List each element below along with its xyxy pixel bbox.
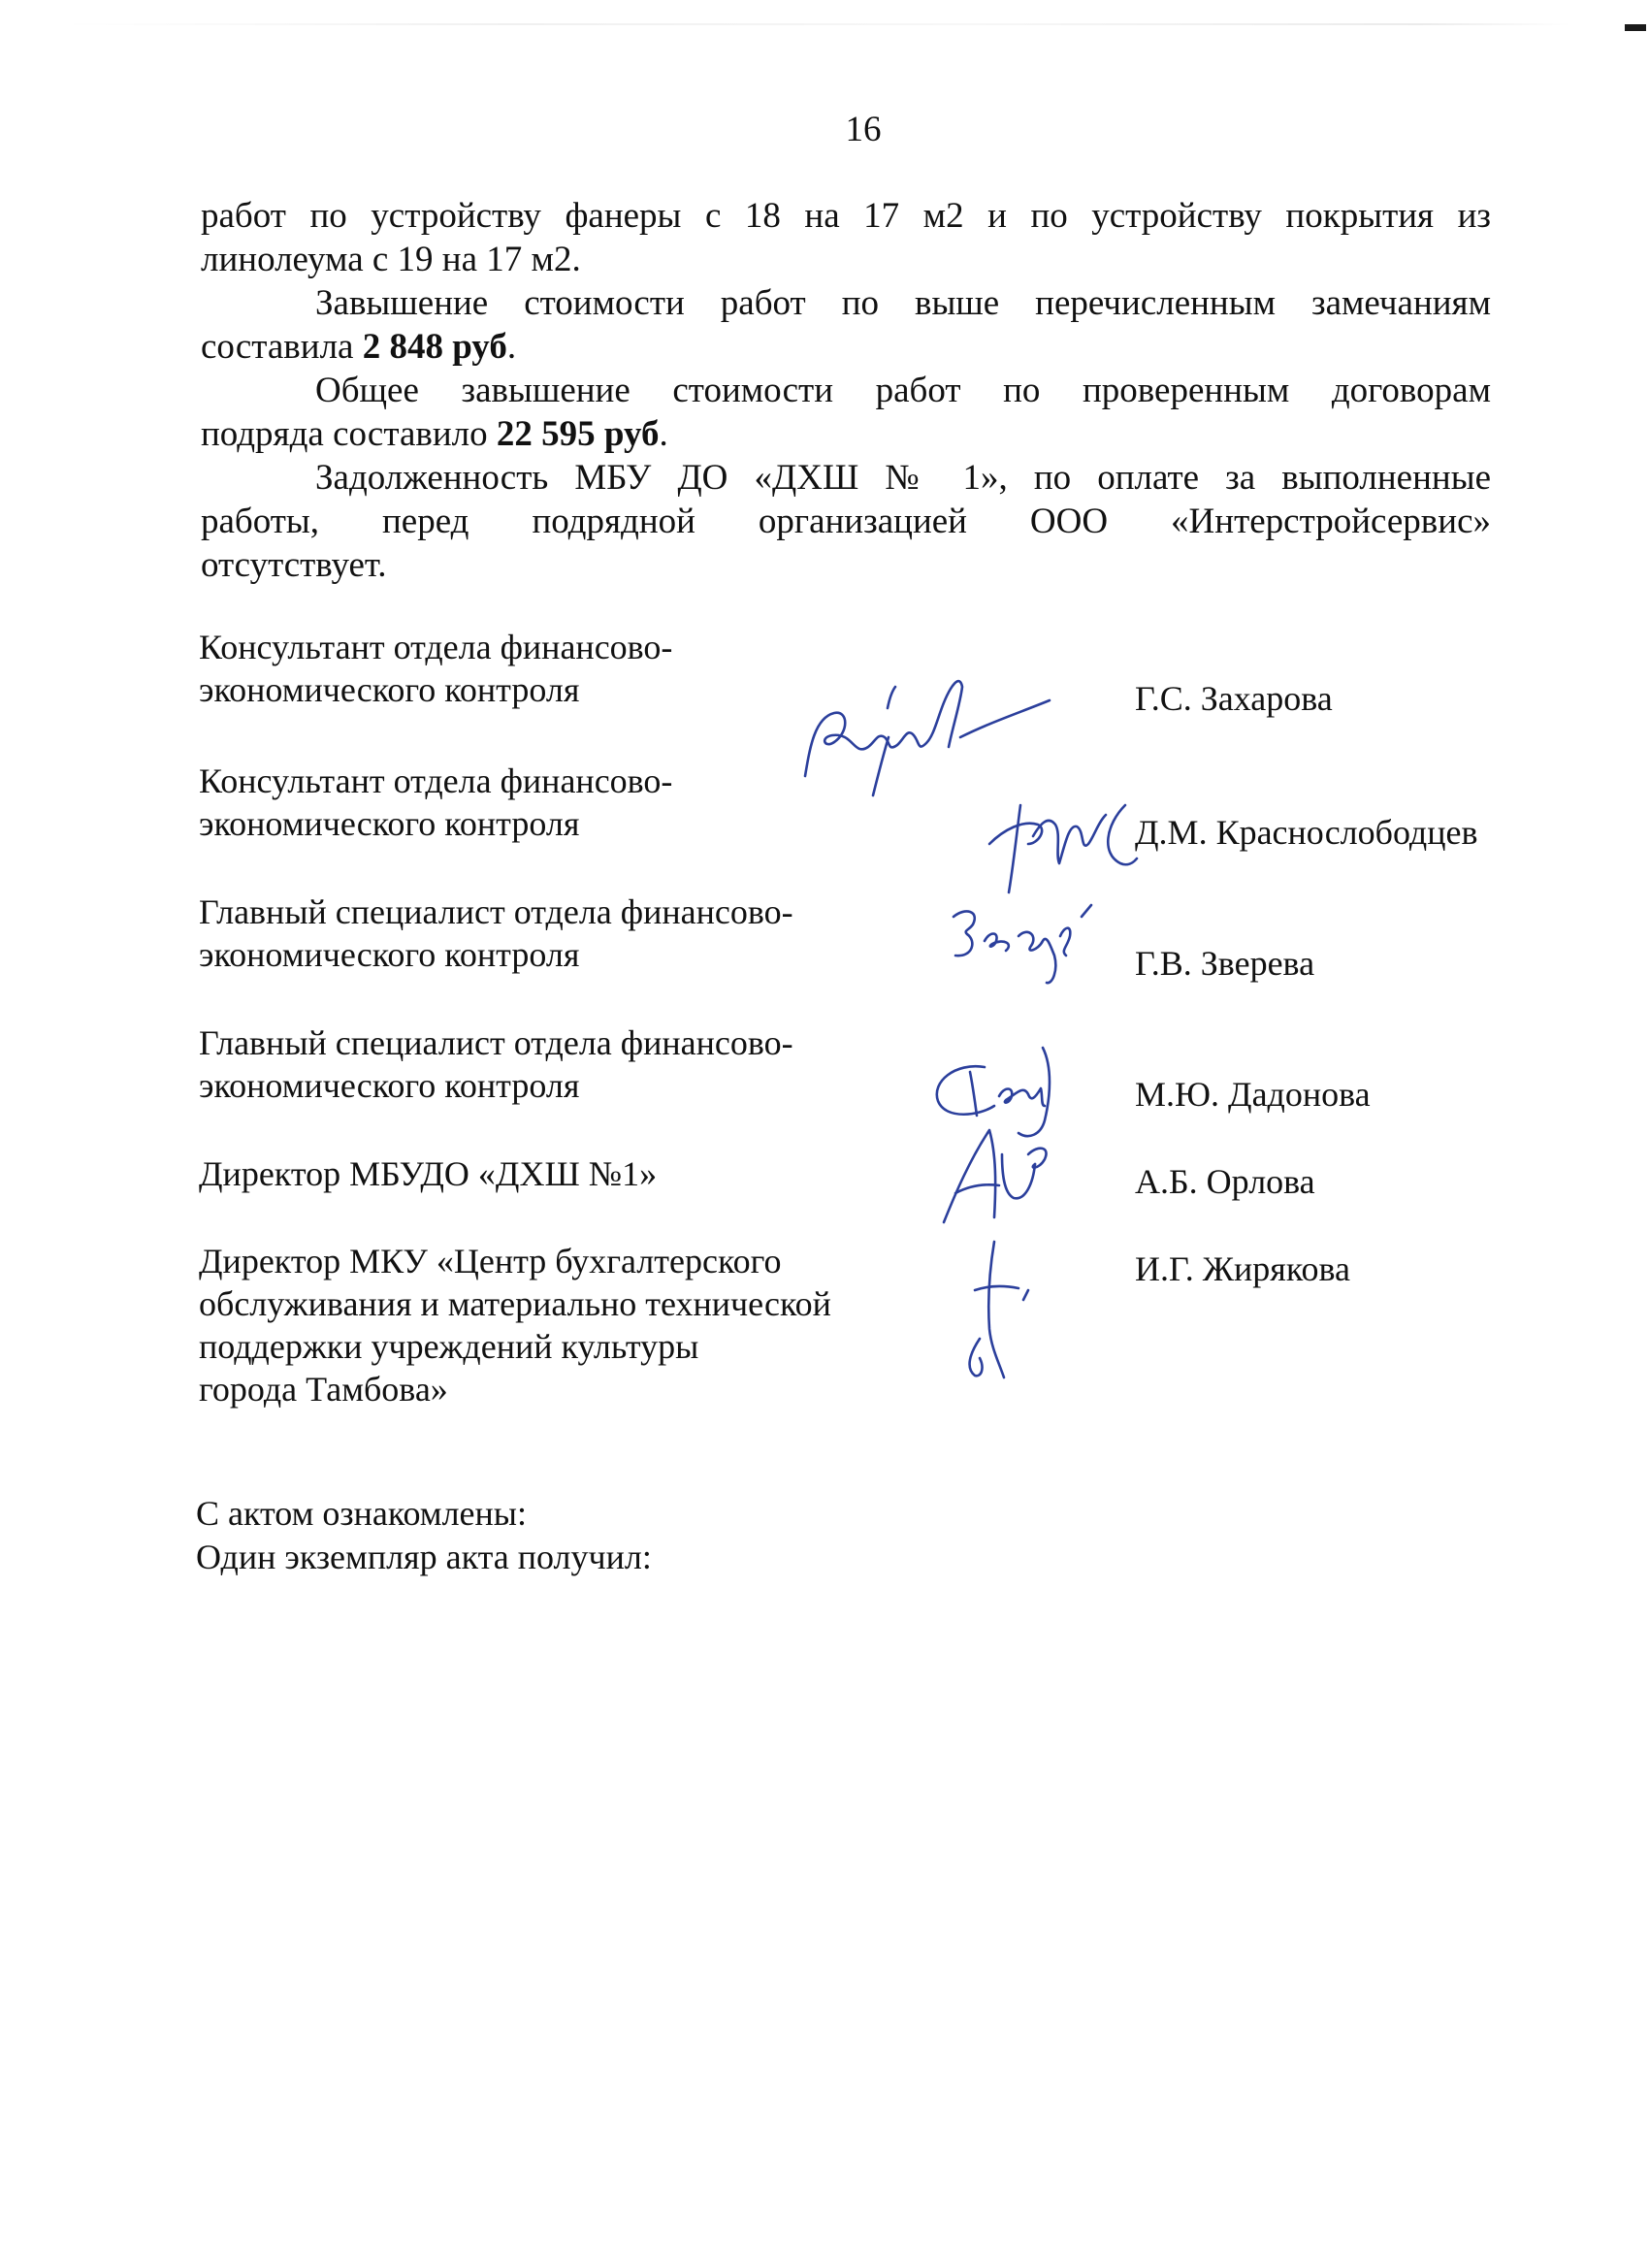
- signature-zhiryakova: [960, 1232, 1067, 1387]
- scan-mark: [1625, 24, 1646, 31]
- paragraph-1-line-1: работ по устройству фанеры с 18 на 17 м2 и по устройству покрытия из: [201, 196, 1491, 236]
- role-line: Главный специалист отдела финансово-: [199, 1023, 793, 1062]
- signatory-name: А.Б. Орлова: [1135, 1162, 1315, 1201]
- signatory-name: М.Ю. Дадонова: [1135, 1075, 1371, 1114]
- paragraph-4-text: Задолженность МБУ ДО «ДХШ № 1», по оплате за выполненные: [315, 458, 1491, 498]
- paragraph-2-post: .: [506, 327, 517, 367]
- paragraph-3-post: .: [659, 414, 668, 454]
- role-line: Директор МКУ «Центр бухгалтерского: [199, 1242, 782, 1280]
- acknowledged-line: С актом ознакомлены:: [196, 1494, 527, 1533]
- signature-zvereva: [946, 897, 1111, 994]
- paragraph-1: [201, 194, 1491, 281]
- paragraph-4-line-2: работы, перед подрядной организацией ООО «Интерстройсервис»: [201, 502, 1491, 541]
- paragraph-1-line-2: линолеума с 19 на 17 м2.: [201, 240, 581, 279]
- paragraph-4: [201, 456, 1491, 587]
- paragraph-2-text: Завышение стоимости работ по выше перечисленным замечаниям: [315, 283, 1491, 323]
- role-line: Консультант отдела финансово-: [199, 628, 673, 666]
- signatory-name: И.Г. Жирякова: [1135, 1249, 1350, 1288]
- role-line: Консультант отдела финансово-: [199, 761, 673, 800]
- signatory-role: [199, 891, 936, 976]
- total-overpricing-amount: 22 595 руб: [496, 414, 660, 454]
- paragraph-2-pre: составила: [201, 327, 363, 367]
- paragraph-3-line-1: [201, 369, 1491, 412]
- signatory-name: Г.С. Захарова: [1135, 679, 1333, 718]
- paragraph-3-pre: подряда составило: [201, 414, 497, 454]
- signatory-role: [199, 1240, 936, 1410]
- overpricing-amount: 2 848 руб: [362, 327, 507, 367]
- role-line: обслуживания и материально технической: [199, 1284, 831, 1323]
- paragraph-4-line-3: отсутствует.: [201, 545, 387, 585]
- paragraph-3-line-2: [201, 412, 1491, 456]
- role-line: экономического контроля: [199, 670, 580, 709]
- role-line: города Тамбова»: [199, 1370, 448, 1409]
- role-line: экономического контроля: [199, 804, 580, 843]
- signature-orlova: [936, 1116, 1082, 1237]
- role-line: экономического контроля: [199, 1066, 580, 1105]
- signature-krasnoslobodtsev: [980, 776, 1145, 902]
- role-line: поддержки учреждений культуры: [199, 1327, 699, 1366]
- paragraph-2-line-1: [201, 281, 1491, 325]
- copy-received-line: Один экземпляр акта получил:: [196, 1538, 652, 1576]
- paragraph-3: [201, 369, 1491, 456]
- scan-edge-noise: [58, 23, 1571, 25]
- paragraph-2-line-2: [201, 325, 1491, 369]
- paragraph-3-text: Общее завышение стоимости работ по проверенным договорам: [315, 371, 1491, 410]
- signatory-name: Г.В. Зверева: [1135, 944, 1315, 983]
- page-number: 16: [845, 110, 882, 149]
- paragraph-4-line-1: [201, 456, 1491, 500]
- role-line: Директор МБУДО «ДХШ №1»: [199, 1154, 658, 1193]
- signatory-role: [199, 1021, 936, 1107]
- signatory-role: [199, 760, 936, 845]
- signatory-name: Д.М. Краснослободцев: [1135, 813, 1478, 852]
- signatory-role: [199, 1152, 936, 1195]
- role-line: экономического контроля: [199, 935, 580, 974]
- role-line: Главный специалист отдела финансово-: [199, 892, 793, 931]
- paragraph-2: [201, 281, 1491, 369]
